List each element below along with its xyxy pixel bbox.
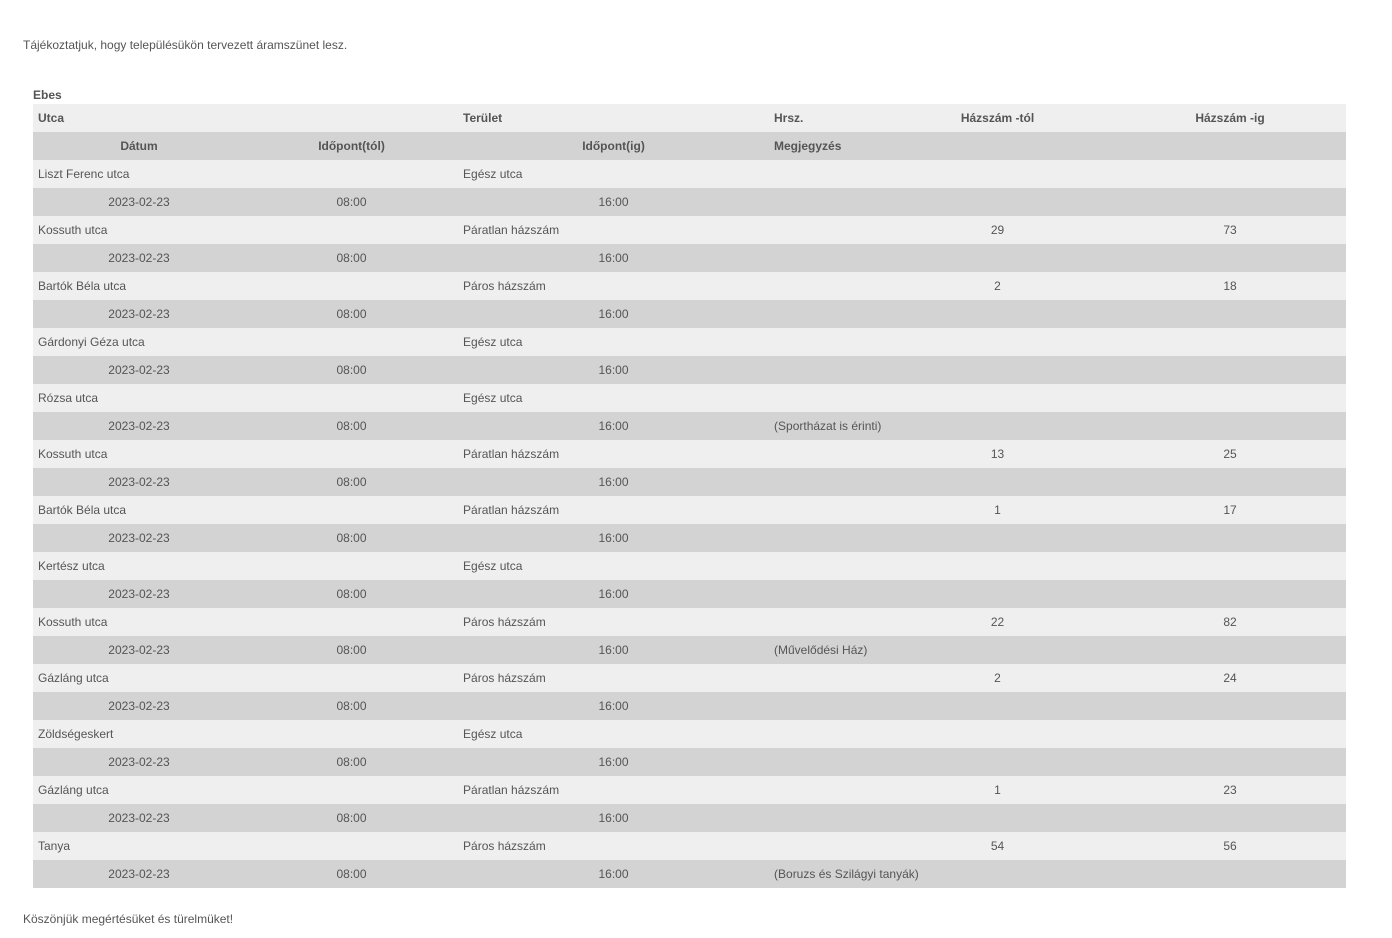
header-row-time: [33, 132, 1346, 160]
street-area: Egész utca: [463, 727, 523, 741]
street-row: [33, 776, 1346, 804]
street-name: Zöldségeskert: [38, 727, 114, 741]
street-name: Gázláng utca: [38, 783, 109, 797]
outage-note: [769, 244, 1346, 272]
street-hrsz: [769, 776, 881, 804]
outage-date: 2023-02-23: [108, 363, 170, 377]
outage-table-body: [33, 160, 1346, 888]
time-row: [33, 188, 1346, 216]
outage-date: 2023-02-23: [108, 587, 170, 601]
street-name: Bartók Béla utca: [38, 503, 127, 517]
street-area: Páros házszám: [463, 839, 546, 853]
outage-date: 2023-02-23: [108, 475, 170, 489]
street-area: Páratlan házszám: [463, 447, 560, 461]
header-row-street: [33, 104, 1346, 132]
street-row: [33, 496, 1346, 524]
outage-note: [769, 468, 1346, 496]
outage-time-to: 16:00: [598, 587, 629, 601]
street-row: [33, 216, 1346, 244]
header-hrsz: Hrsz.: [774, 111, 804, 125]
house-number-to: 73: [1223, 223, 1237, 237]
street-row: [33, 272, 1346, 300]
street-row: [33, 160, 1346, 188]
house-number-to: [1114, 160, 1346, 188]
outage-time-from: 08:00: [336, 531, 367, 545]
time-row: [33, 804, 1346, 832]
outage-date: 2023-02-23: [108, 307, 170, 321]
house-number-to: 25: [1223, 447, 1237, 461]
outage-time-from: 08:00: [336, 811, 367, 825]
street-row: [33, 720, 1346, 748]
house-number-to: [1114, 384, 1346, 412]
outage-date: 2023-02-23: [108, 699, 170, 713]
house-number-to: 18: [1223, 279, 1237, 293]
street-hrsz: [769, 552, 881, 580]
street-hrsz: [769, 160, 881, 188]
outage-time-to: 16:00: [598, 419, 629, 433]
street-name: Liszt Ferenc utca: [38, 167, 130, 181]
outage-date: 2023-02-23: [108, 811, 170, 825]
house-number-from: 2: [994, 279, 1001, 293]
street-row: [33, 552, 1346, 580]
outage-note: (Sportházat is érinti): [774, 419, 882, 433]
header-idopont-ig: Időpont(ig): [582, 139, 645, 153]
outage-time-from: 08:00: [336, 867, 367, 881]
time-row: [33, 692, 1346, 720]
outage-time-from: 08:00: [336, 587, 367, 601]
street-row: [33, 608, 1346, 636]
street-name: Kossuth utca: [38, 223, 108, 237]
street-row: [33, 328, 1346, 356]
outage-time-to: 16:00: [598, 867, 629, 881]
street-hrsz: [769, 272, 881, 300]
header-idopont-tol: Időpont(tól): [318, 139, 385, 153]
house-number-from: [881, 552, 1114, 580]
house-number-from: 13: [990, 447, 1005, 461]
header-hazszam-ig: Házszám -ig: [1195, 111, 1265, 125]
house-number-from: [881, 160, 1114, 188]
street-area: Páros házszám: [463, 279, 546, 293]
street-name: Rózsa utca: [38, 391, 99, 405]
outage-time-from: 08:00: [336, 363, 367, 377]
house-number-from: 1: [994, 783, 1001, 797]
outage-note: [769, 804, 1346, 832]
time-row: [33, 300, 1346, 328]
street-area: Páratlan házszám: [463, 223, 560, 237]
outage-date: 2023-02-23: [108, 867, 170, 881]
outage-note: [769, 356, 1346, 384]
outage-note: (Művelődési Ház): [774, 643, 868, 657]
outage-time-from: 08:00: [336, 195, 367, 209]
street-name: Gázláng utca: [38, 671, 109, 685]
outage-date: 2023-02-23: [108, 251, 170, 265]
street-row: [33, 440, 1346, 468]
header-utca: Utca: [38, 111, 65, 125]
house-number-to: 24: [1223, 671, 1237, 685]
street-hrsz: [769, 496, 881, 524]
outage-date: 2023-02-23: [108, 531, 170, 545]
house-number-from: [881, 384, 1114, 412]
street-hrsz: [769, 440, 881, 468]
street-area: Egész utca: [463, 391, 523, 405]
outage-time-from: 08:00: [336, 419, 367, 433]
outage-date: 2023-02-23: [108, 643, 170, 657]
street-name: Tanya: [38, 839, 71, 853]
street-area: Páros házszám: [463, 615, 546, 629]
house-number-to: [1114, 720, 1346, 748]
outage-note: [769, 300, 1346, 328]
outro-text: Köszönjük megértésüket és türelmüket!: [23, 912, 234, 926]
house-number-from: 2: [994, 671, 1001, 685]
street-hrsz: [769, 328, 881, 356]
street-name: Kossuth utca: [38, 447, 108, 461]
outage-time-from: 08:00: [336, 643, 367, 657]
outage-time-from: 08:00: [336, 699, 367, 713]
house-number-from: 1: [994, 503, 1001, 517]
intro-text: Tájékoztatjuk, hogy településükön tervezett áramszünet lesz.: [23, 38, 348, 52]
outage-note: [769, 692, 1346, 720]
house-number-to: 56: [1223, 839, 1237, 853]
time-row: [33, 860, 1346, 888]
outage-time-to: 16:00: [598, 699, 629, 713]
house-number-from: 54: [990, 839, 1005, 853]
street-hrsz: [769, 608, 881, 636]
time-row: [33, 412, 1346, 440]
time-row: [33, 356, 1346, 384]
house-number-from: [881, 328, 1114, 356]
header-hazszam-tol: Házszám -tól: [960, 111, 1035, 125]
outage-time-from: 08:00: [336, 307, 367, 321]
header-datum: Dátum: [120, 139, 158, 153]
settlement-name: Ebes: [33, 88, 62, 102]
time-row: [33, 636, 1346, 664]
header-terulet: Terület: [463, 111, 503, 125]
outage-time-from: 08:00: [336, 755, 367, 769]
header-megjegyzes: Megjegyzés: [774, 139, 842, 153]
time-row: [33, 748, 1346, 776]
time-row: [33, 244, 1346, 272]
house-number-to: [1114, 328, 1346, 356]
street-area: Páratlan házszám: [463, 783, 560, 797]
street-name: Bartók Béla utca: [38, 279, 127, 293]
street-area: Egész utca: [463, 335, 523, 349]
house-number-to: [1114, 552, 1346, 580]
outage-time-to: 16:00: [598, 251, 629, 265]
outage-date: 2023-02-23: [108, 419, 170, 433]
street-hrsz: [769, 216, 881, 244]
outage-note: [769, 580, 1346, 608]
outage-date: 2023-02-23: [108, 195, 170, 209]
outage-note: (Boruzs és Szilágyi tanyák): [774, 867, 919, 881]
street-name: Kertész utca: [38, 559, 105, 573]
house-number-from: 29: [990, 223, 1005, 237]
outage-time-to: 16:00: [598, 531, 629, 545]
outage-table: [33, 104, 1346, 888]
time-row: [33, 580, 1346, 608]
outage-note: [769, 188, 1346, 216]
outage-note: [769, 748, 1346, 776]
street-name: Kossuth utca: [38, 615, 108, 629]
street-hrsz: [769, 832, 881, 860]
outage-time-to: 16:00: [598, 363, 629, 377]
outage-time-to: 16:00: [598, 475, 629, 489]
street-area: Páros házszám: [463, 671, 546, 685]
outage-time-from: 08:00: [336, 475, 367, 489]
street-hrsz: [769, 384, 881, 412]
street-area: Egész utca: [463, 167, 523, 181]
house-number-from: 22: [990, 615, 1005, 629]
time-row: [33, 468, 1346, 496]
outage-time-from: 08:00: [336, 251, 367, 265]
outage-date: 2023-02-23: [108, 755, 170, 769]
house-number-to: 23: [1223, 783, 1237, 797]
street-area: Páratlan házszám: [463, 503, 560, 517]
house-number-to: 17: [1223, 503, 1237, 517]
street-row: [33, 664, 1346, 692]
outage-time-to: 16:00: [598, 307, 629, 321]
street-hrsz: [769, 720, 881, 748]
outage-time-to: 16:00: [598, 811, 629, 825]
outage-time-to: 16:00: [598, 755, 629, 769]
outage-time-to: 16:00: [598, 643, 629, 657]
outage-time-to: 16:00: [598, 195, 629, 209]
house-number-to: 82: [1223, 615, 1237, 629]
time-row: [33, 524, 1346, 552]
house-number-from: [881, 720, 1114, 748]
street-name: Gárdonyi Géza utca: [38, 335, 145, 349]
street-hrsz: [769, 664, 881, 692]
street-area: Egész utca: [463, 559, 523, 573]
street-row: [33, 832, 1346, 860]
street-row: [33, 384, 1346, 412]
outage-note: [769, 524, 1346, 552]
